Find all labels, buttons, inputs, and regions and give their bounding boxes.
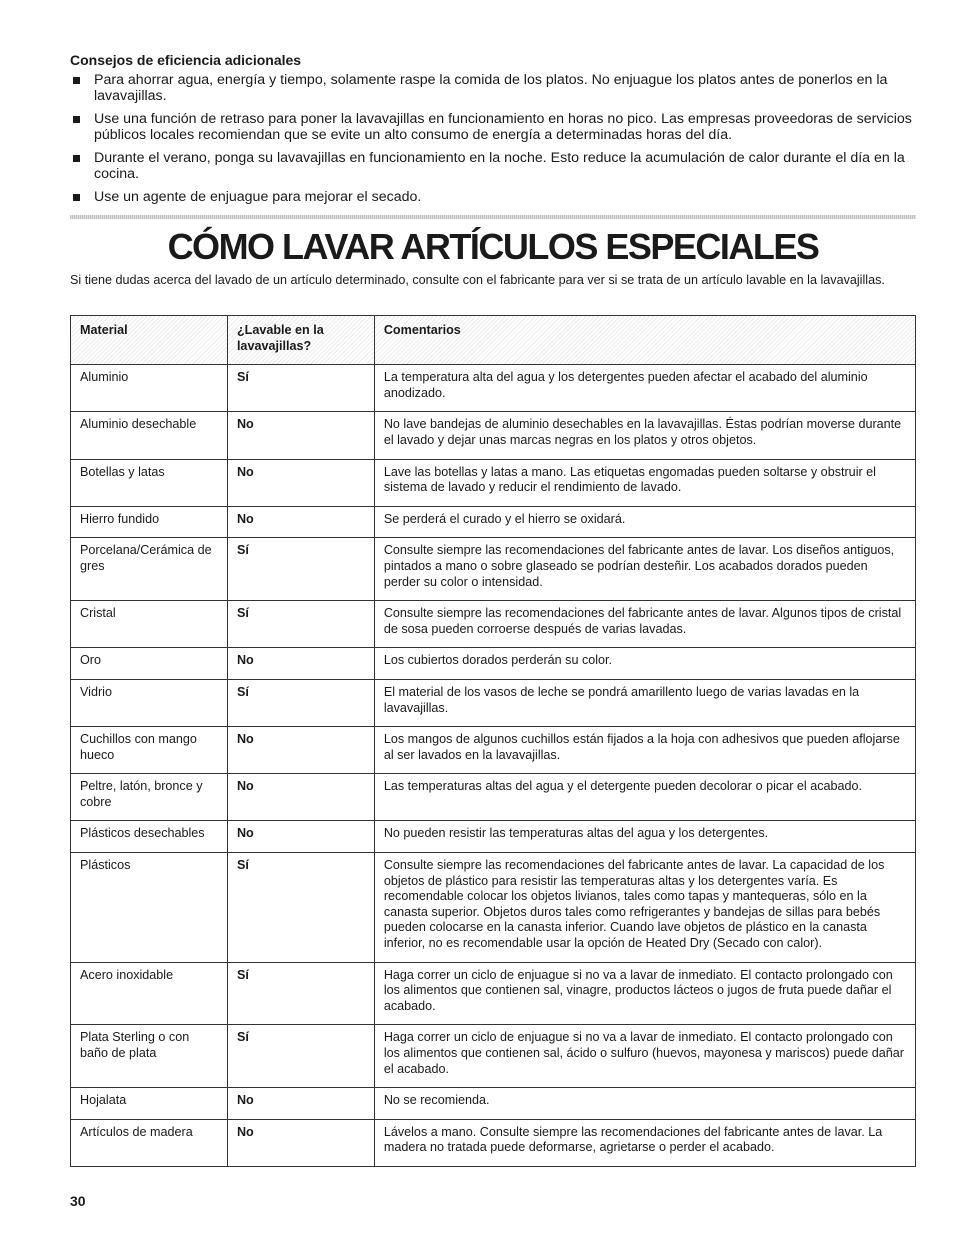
material-cell: Botellas y latas xyxy=(71,459,228,506)
tip-item xyxy=(70,150,916,182)
comment-cell: Consulte siempre las recomendaciones del fabricante antes de lavar. Algunos tipos de cristal de sosa pueden corroerse después de varias lavadas. xyxy=(374,601,915,648)
square-bullet-icon xyxy=(73,194,80,201)
material-cell: Cuchillos con mango hueco xyxy=(71,727,228,774)
comment-cell: Consulte siempre las recomendaciones del fabricante antes de lavar. La capacidad de los objetos de plástico para resistir las temperaturas altas y los detergentes varía. Es recomendable colocar los objetos livianos, tales como tapas y mantequeras, sólo en la canasta superior. Objetos duros tales como refrigerantes y bandejas de sillas para bebés pueden colocarse en la canasta inferior. Cuando lave objetos de plástico en la canasta inferior, no es recomendable usar la opción de Heated Dry (Secado con calor). xyxy=(374,853,915,963)
comment-cell: Haga correr un ciclo de enjuague si no va a lavar de inmediato. El contacto prolongado con los alimentos que contienen sal, ácido o sulfuro (huevos, mayonesa y mariscos) puede dañar el acabado. xyxy=(374,1025,915,1088)
comment-cell: Lave las botellas y latas a mano. Las etiquetas engomadas pueden soltarse y obstruir el sistema de lavado y reducir el rendimiento de lavado. xyxy=(374,459,915,506)
special-items-table xyxy=(70,315,916,1167)
tip-text: Para ahorrar agua, energía y tiempo, solamente raspe la comida de los platos. No enjuague los platos antes de ponerlos en la lavavajillas. xyxy=(94,72,888,104)
washable-cell: No xyxy=(227,459,374,506)
table-row xyxy=(71,1119,916,1166)
washable-cell: No xyxy=(227,1119,374,1166)
material-cell: Aluminio xyxy=(71,365,228,412)
table-row xyxy=(71,459,916,506)
material-cell: Porcelana/Cerámica de gres xyxy=(71,538,228,601)
material-cell: Plásticos desechables xyxy=(71,821,228,853)
comment-cell: No se recomienda. xyxy=(374,1088,915,1120)
table-row xyxy=(71,365,916,412)
comment-cell: La temperatura alta del agua y los detergentes pueden afectar el acabado del aluminio anodizado. xyxy=(374,365,915,412)
material-cell: Oro xyxy=(71,648,228,680)
table-row xyxy=(71,648,916,680)
table-row xyxy=(71,1025,916,1088)
comment-cell: No pueden resistir las temperaturas altas del agua y los detergentes. xyxy=(374,821,915,853)
washable-cell: No xyxy=(227,774,374,821)
washable-cell: Sí xyxy=(227,679,374,726)
table-row xyxy=(71,601,916,648)
section-title: CÓMO LAVAR ARTÍCULOS ESPECIALES xyxy=(167,226,819,267)
washable-cell: No xyxy=(227,821,374,853)
tips-list xyxy=(70,72,916,205)
header-washable: ¿Lavable en la lavavajillas? xyxy=(227,316,374,365)
table-row xyxy=(71,774,916,821)
comment-cell: Los mangos de algunos cuchillos están fijados a la hoja con adhesivos que pueden aflojarse al ser lavados en la lavavajillas. xyxy=(374,727,915,774)
material-cell: Aluminio desechable xyxy=(71,412,228,459)
header-comments: Comentarios xyxy=(374,316,915,365)
material-cell: Plata Sterling o con baño de plata xyxy=(71,1025,228,1088)
material-cell: Artículos de madera xyxy=(71,1119,228,1166)
tip-item xyxy=(70,111,916,143)
table-row xyxy=(71,538,916,601)
washable-cell: No xyxy=(227,412,374,459)
washable-cell: No xyxy=(227,1088,374,1120)
washable-cell: Sí xyxy=(227,962,374,1025)
material-cell: Plásticos xyxy=(71,853,228,963)
tip-item xyxy=(70,189,916,205)
material-cell: Hojalata xyxy=(71,1088,228,1120)
washable-cell: No xyxy=(227,506,374,538)
material-cell: Cristal xyxy=(71,601,228,648)
washable-cell: Sí xyxy=(227,853,374,963)
square-bullet-icon xyxy=(73,77,80,84)
washable-cell: Sí xyxy=(227,601,374,648)
tip-text: Use una función de retraso para poner la lavavajillas en funcionamiento en horas no pico. Las empresas proveedoras de servicios públicos locales recomiendan que se evite un alto consumo de energía a determinadas horas del día. xyxy=(94,111,912,143)
table-header-row xyxy=(71,316,916,365)
comment-cell: Se perderá el curado y el hierro se oxidará. xyxy=(374,506,915,538)
material-cell: Acero inoxidable xyxy=(71,962,228,1025)
comment-cell: Lávelos a mano. Consulte siempre las recomendaciones del fabricante antes de lavar. La madera no tratada puede deformarse, agrietarse o perder el acabado. xyxy=(374,1119,915,1166)
comment-cell: Los cubiertos dorados perderán su color. xyxy=(374,648,915,680)
table-row xyxy=(71,506,916,538)
table-row xyxy=(71,821,916,853)
washable-cell: Sí xyxy=(227,365,374,412)
table-row xyxy=(71,727,916,774)
square-bullet-icon xyxy=(73,155,80,162)
washable-cell: No xyxy=(227,648,374,680)
washable-cell: No xyxy=(227,727,374,774)
material-cell: Peltre, latón, bronce y cobre xyxy=(71,774,228,821)
table-row xyxy=(71,679,916,726)
tip-text: Use un agente de enjuague para mejorar el secado. xyxy=(94,189,422,205)
comment-cell: Las temperaturas altas del agua y el detergente pueden decolorar o picar el acabado. xyxy=(374,774,915,821)
comment-cell: Haga correr un ciclo de enjuague si no va a lavar de inmediato. El contacto prolongado con los alimentos que contienen sal, vinagre, productos lácteos o jugos de fruta puede dañar el acabado. xyxy=(374,962,915,1025)
page-number: 30 xyxy=(70,1193,86,1209)
header-material: Material xyxy=(71,316,228,365)
tip-item xyxy=(70,72,916,104)
square-bullet-icon xyxy=(73,116,80,123)
comment-cell: No lave bandejas de aluminio desechables en la lavavajillas. Éstas podrían moverse durante el lavado y dejar unas marcas negras en los platos y otros objetos. xyxy=(374,412,915,459)
washable-cell: Sí xyxy=(227,1025,374,1088)
section-divider xyxy=(70,215,916,219)
efficiency-tips xyxy=(70,52,916,212)
comment-cell: Consulte siempre las recomendaciones del fabricante antes de lavar. Los diseños antiguos, pintados a mano o sobre glaseado se podrían desteñir. Los acabados dorados pueden perder su color o intensidad. xyxy=(374,538,915,601)
material-cell: Vidrio xyxy=(71,679,228,726)
table-row xyxy=(71,1088,916,1120)
table-body xyxy=(71,365,916,1167)
comment-cell: El material de los vasos de leche se pondrá amarillento luego de varias lavadas en la lavavajillas. xyxy=(374,679,915,726)
section-intro: Si tiene dudas acerca del lavado de un artículo determinado, consulte con el fabricante para ver si se trata de un artículo lavable en la lavavajillas. xyxy=(70,273,885,287)
washable-cell: Sí xyxy=(227,538,374,601)
table-row xyxy=(71,412,916,459)
tips-heading: Consejos de eficiencia adicionales xyxy=(70,52,302,68)
table-row xyxy=(71,962,916,1025)
material-cell: Hierro fundido xyxy=(71,506,228,538)
table-row xyxy=(71,853,916,963)
tip-text: Durante el verano, ponga su lavavajillas en funcionamiento en la noche. Esto reduce la acumulación de calor durante el día en la cocina. xyxy=(94,150,905,182)
